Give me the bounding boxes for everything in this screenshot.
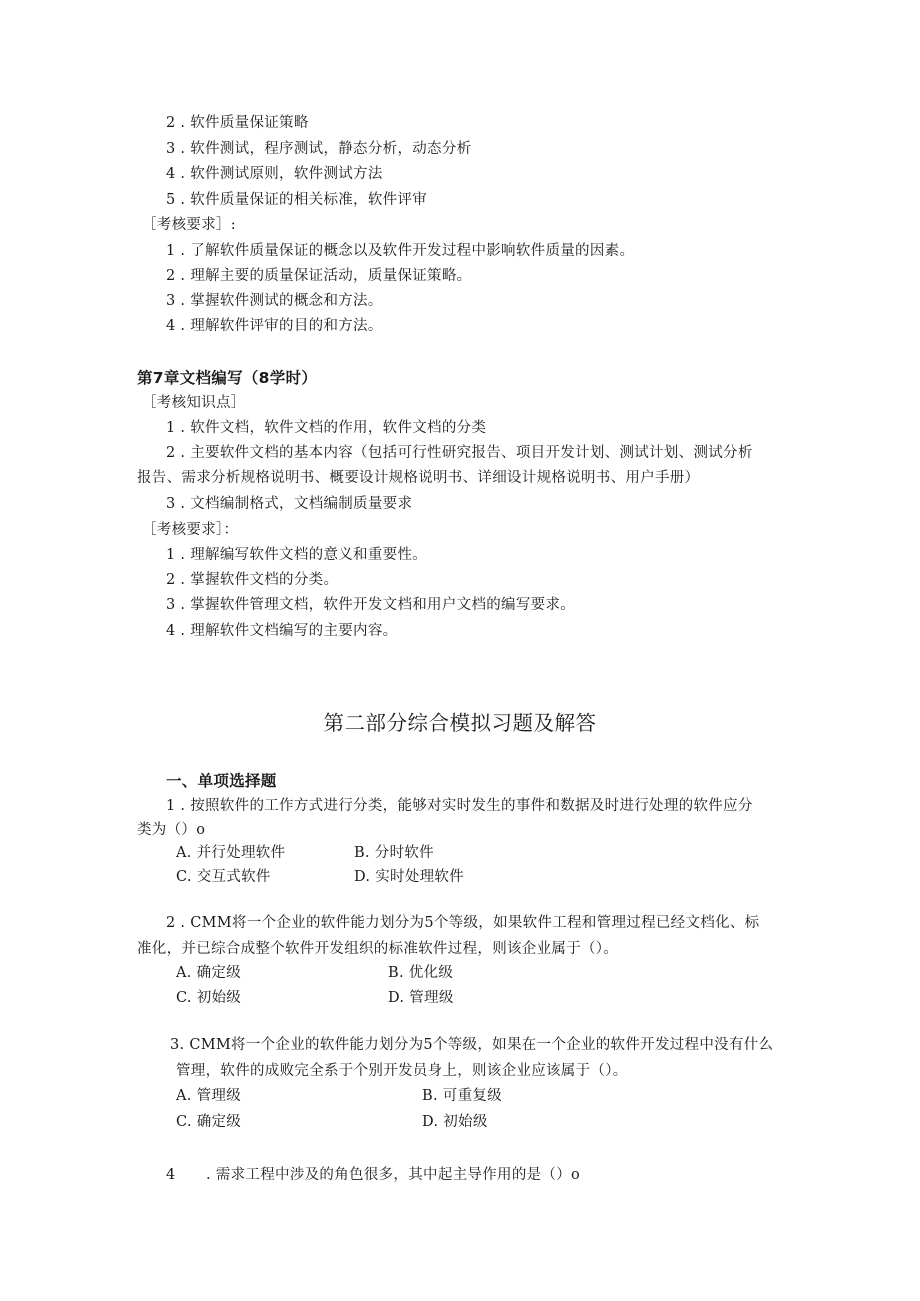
requirements-header: ［考核要求］: <box>142 217 236 233</box>
question-1-line: 类为（）o <box>137 822 206 838</box>
question-3-line: 管理，软件的成败完全系于个别开发员身上，则该企业应该属于（）。 <box>176 1063 628 1079</box>
requirements-header: ［考核要求］： <box>142 522 239 538</box>
requirement-item: 3 . 掌握软件测试的概念和方法。 <box>166 293 383 309</box>
chapter-title: 第7章文档编写（8学时） <box>137 369 318 387</box>
option-d: D. 实时处理软件 <box>354 869 465 885</box>
requirement-item: 2 . 掌握软件文档的分类。 <box>166 572 339 588</box>
knowledge-points-header: ［考核知识点］ <box>142 395 246 411</box>
option-a: A. 确定级 <box>176 965 241 981</box>
topic-item: 5 . 软件质量保证的相关标准，软件评审 <box>166 192 428 208</box>
option-a: A. 管理级 <box>176 1088 241 1104</box>
part-title: 第二部分综合模拟习题及解答 <box>323 711 597 735</box>
option-d: D. 管理级 <box>388 990 454 1006</box>
knowledge-point-item: 1 . 软件文档，软件文档的作用，软件文档的分类 <box>166 420 487 436</box>
topic-item: 2 . 软件质量保证策略 <box>166 115 309 131</box>
requirement-item: 3 . 掌握软件管理文档，软件开发文档和用户文档的编写要求。 <box>166 597 576 613</box>
option-a: A. 并行处理软件 <box>176 845 286 861</box>
question-2-line: 2 . CMM将一个企业的软件能力划分为5个等级，如果软件工程和管理过程已经文档化、标 <box>166 915 760 931</box>
requirement-item: 1 . 理解编写软件文档的意义和重要性。 <box>166 547 428 563</box>
section-title: 一、单项选择题 <box>166 772 277 790</box>
option-c: C. 初始级 <box>176 990 242 1006</box>
question-3-line: 3. CMM将一个企业的软件能力划分为5个等级，如果在一个企业的软件开发过程中没有什么 <box>170 1037 774 1053</box>
question-4-line: . 需求工程中涉及的角色很多，其中起主导作用的是（）o <box>206 1167 581 1183</box>
option-c: C. 交互式软件 <box>176 869 271 885</box>
topic-item: 4 . 软件测试原则，软件测试方法 <box>166 166 383 182</box>
option-d: D. 初始级 <box>422 1114 488 1130</box>
topic-item: 3 . 软件测试，程序测试，静态分析，动态分析 <box>166 141 472 157</box>
option-b: B. 分时软件 <box>354 845 434 861</box>
requirement-item: 1 . 了解软件质量保证的概念以及软件开发过程中影响软件质量的因素。 <box>166 243 635 259</box>
option-c: C. 确定级 <box>176 1114 242 1130</box>
question-2-line: 准化，并已综合成整个软件开发组织的标准软件过程，则该企业属于（）。 <box>137 941 619 957</box>
knowledge-point-item: 3 . 文档编制格式，文档编制质量要求 <box>166 496 413 512</box>
requirement-item: 2 . 理解主要的质量保证活动，质量保证策略。 <box>166 268 472 284</box>
option-b: B. 可重复级 <box>422 1088 502 1104</box>
knowledge-point-item: 2 . 主要软件文档的基本内容（包括可行性研究报告、项目开发计划、测试计划、测试分析 <box>166 445 753 461</box>
requirement-item: 4 . 理解软件评审的目的和方法。 <box>166 318 383 334</box>
question-1-line: 1 . 按照软件的工作方式进行分类，能够对实时发生的事件和数据及时进行处理的软件应分 <box>166 798 753 814</box>
knowledge-point-item-cont: 报告、需求分析规格说明书、概要设计规格说明书、详细设计规格说明书、用户手册） <box>137 470 700 486</box>
option-b: B. 优化级 <box>388 965 454 981</box>
question-4-number: 4 <box>166 1167 176 1183</box>
requirement-item: 4 . 理解软件文档编写的主要内容。 <box>166 623 398 639</box>
